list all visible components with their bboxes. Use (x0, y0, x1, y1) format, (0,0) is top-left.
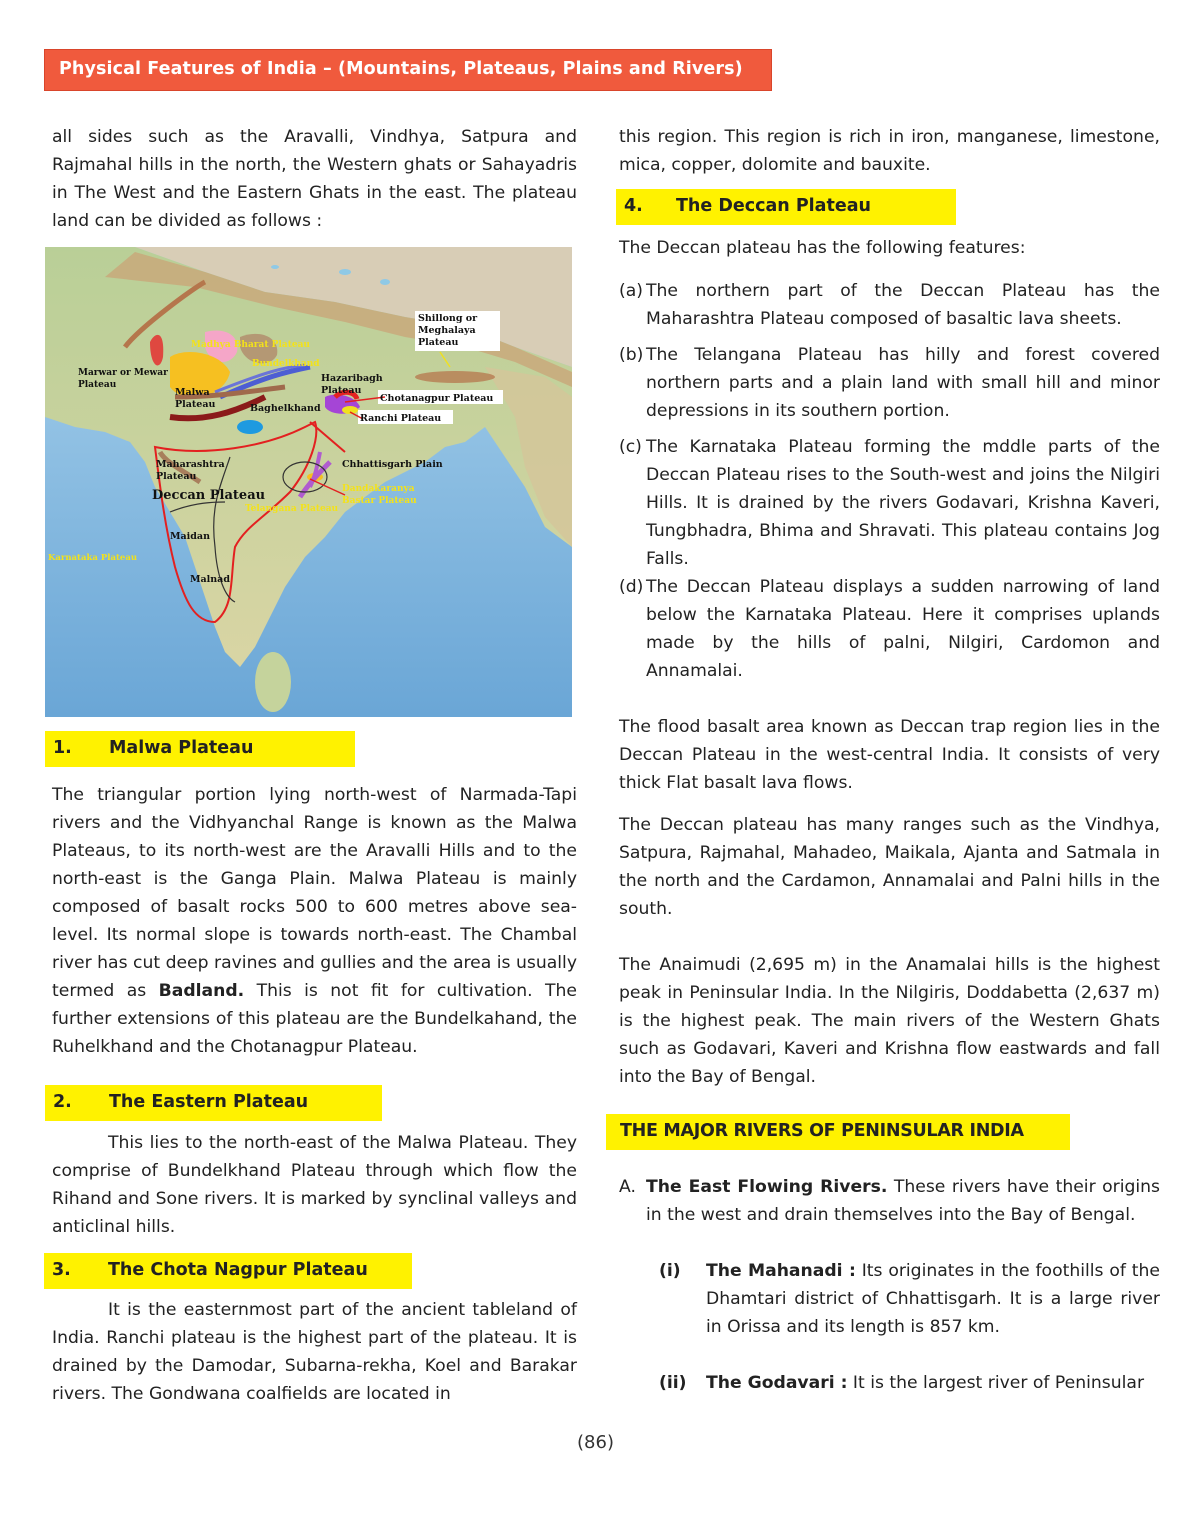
continuation-block (619, 123, 1160, 179)
map-label-dandakaranya-2: Bastar Plateau (342, 496, 417, 506)
map-label-baghelkhand: Baghelkhand (250, 403, 321, 414)
section-heading-chota-nagpur (44, 1253, 412, 1289)
map-label-malwa-1: Malwa (175, 387, 210, 398)
map-label-bundelkhand: Bundelkhand (252, 359, 320, 369)
map-label-maharashtra-1: Maharashtra (156, 459, 225, 470)
section-number: 3. (52, 1260, 71, 1280)
river-mahanadi (619, 1257, 1160, 1341)
map-label-hazaribagh-1: Hazaribagh (321, 373, 383, 384)
map-label-maidan: Maidan (170, 531, 210, 542)
malwa-paragraph-block (52, 781, 577, 1061)
map-label-malwa-2: Plateau (175, 399, 216, 410)
list-label: A. (619, 1177, 636, 1197)
deccan-block (619, 234, 1160, 1091)
malwa-text-1: The triangular portion lying north-west of Narmada-Tapi rivers and the Vidhyanchal Range is known as the Malwa Plateaus, to its north-west are the Aravalli Hills and to the north-east is the Ganga Plain. Malwa Plateau is mainly composed of basalt rocks 500 to 600 metres above sea-level. Its normal slope is towards north-east. The Chambal river has cut deep ravines and gullies and the area is usually termed as (52, 785, 577, 1001)
list-label: (c) (619, 437, 642, 457)
east-flowing-text: These rivers have their origins in the west and drain themselves into the Bay of Bengal. (646, 1177, 1161, 1225)
section-heading-deccan (616, 189, 956, 225)
list-label: (d) (619, 577, 644, 597)
map-label-madhya-bharat: Madhya Bharat Plateau (191, 340, 310, 350)
chota-nagpur-paragraph: It is the easternmost part of the ancient tableland of India. Ranchi plateau is the highest part of the plateau. It is drained by the Damodar, Subarna-rekha, Koel and Barakar rivers. The Gondwana coalfields are located in (52, 1300, 577, 1404)
section-number: 2. (53, 1092, 72, 1112)
section-number: 1. (53, 738, 72, 758)
chapter-title-banner (44, 49, 772, 91)
map-label-malnad: Malnad (190, 574, 230, 585)
badland-term: Badland. (158, 981, 245, 1001)
section-heading-eastern (45, 1085, 382, 1121)
map-label-karnataka: Karnataka Plateau (48, 553, 138, 563)
east-flowing-rivers (619, 1173, 1160, 1229)
deccan-feature-c (619, 433, 1160, 573)
peaks-paragraph: The Anaimudi (2,695 m) in the Anamalai hills is the highest peak in Peninsular India. In the Nilgiris, Doddabetta (2,637 m) is the highest peak. The main rivers of the Western Ghats such as Godavari, Kaveri and Krishna flow eastwards and fall into the Bay of Bengal. (619, 955, 1160, 1087)
map-label-dandakaranya-1: Dandakaranya (342, 484, 415, 494)
map-label-chhattisgarh: Chhattisgarh Plain (342, 459, 443, 470)
eastern-paragraph-block (52, 1129, 577, 1241)
section-number: 4. (624, 196, 643, 216)
deccan-lead: The Deccan plateau has the following features: (619, 238, 1026, 258)
river-text: Its originates in the foothills of the Dhamtari district of Chhattisgarh. It is a large river in Orissa and its length is 857 km. (706, 1261, 1160, 1337)
eastern-paragraph: This lies to the north-east of the Malwa Plateau. They comprise of Bundelkhand Plateau through which flow the Rihand and Sone rivers. It is marked by synclinal valleys and anticlinal hills. (52, 1133, 577, 1237)
list-label: (b) (619, 345, 644, 365)
malwa-paragraph (52, 781, 577, 1061)
river-text: It is the largest river of Peninsular (847, 1373, 1145, 1393)
list-label: (a) (619, 281, 643, 301)
list-text: The Karnataka Plateau forming the mddle parts of the Deccan Plateau rises to the South-west and joins the Nilgiri Hills. It is drained by the rivers Godavari, Krishna Kaveri, Tungbhadra, Bhima and Shravati. This plateau contains Jog Falls. (646, 437, 1160, 569)
list-label: (ii) (659, 1373, 687, 1393)
list-text: The Telangana Plateau has hilly and forest covered northern parts and a plain land with small hill and minor depressions in its southern portion. (646, 345, 1160, 421)
deccan-ranges-paragraph: The Deccan plateau has many ranges such as the Vindhya, Satpura, Rajmahal, Mahadeo, Maikala, Ajanta and Satmala in the north and the Cardamon, Annamalai and Palni hills in the south. (619, 815, 1160, 919)
section-title: The Chota Nagpur Plateau (108, 1260, 368, 1280)
river-name: The Mahanadi : (706, 1261, 856, 1281)
map-label-marwar-2: Plateau (78, 380, 117, 390)
map-label-ranchi: Ranchi Plateau (360, 413, 442, 424)
rivers-block (619, 1173, 1160, 1397)
page-number: (86) (577, 1432, 614, 1453)
rivers-title: THE MAJOR RIVERS OF PENINSULAR INDIA (620, 1121, 1024, 1141)
section-title: The Eastern Plateau (109, 1092, 309, 1112)
chota-nagpur-paragraph-block (52, 1296, 577, 1408)
india-plateau-map (45, 247, 572, 717)
malwa-text-2: This is not fit for cultivation. The further extensions of this plateau are the Bundelkahand, the Ruhelkhand and the Chotanagpur Plateau. (52, 981, 577, 1057)
continuation-paragraph: this region. This region is rich in iron, manganese, limestone, mica, copper, dolomite and bauxite. (619, 127, 1160, 175)
intro-paragraph-block (52, 123, 577, 235)
section-title: The Deccan Plateau (676, 196, 871, 216)
list-text: The Deccan Plateau displays a sudden narrowing of land below the Karnataka Plateau. Here it comprises uplands made by the hills of palni, Nilgiri, Cardomon and Annamalai. (646, 577, 1160, 681)
map-label-shillong-1: Shillong or (418, 313, 478, 324)
intro-paragraph: all sides such as the Aravalli, Vindhya, Satpura and Rajmahal hills in the north, the Western ghats or Sahayadris in The West and the Eastern Ghats in the east. The plateau land can be divided as follows : (52, 127, 577, 231)
plateau-map-figure (45, 247, 572, 717)
deccan-trap-paragraph: The flood basalt area known as Deccan trap region lies in the Deccan Plateau in the west-central India. It consists of very thick Flat basalt lava flows. (619, 717, 1160, 793)
map-label-telangana: Telangana Plateau (245, 504, 339, 514)
deccan-feature-a (619, 277, 1160, 333)
map-label-maharashtra-2: Plateau (156, 471, 197, 482)
map-label-marwar-1: Marwar or Mewar (78, 368, 168, 378)
section-title: Malwa Plateau (109, 738, 254, 758)
chapter-title: Physical Features of India – (Mountains, Plateaus, Plains and Rivers) (59, 59, 743, 79)
map-label-chotanagpur: Chotanagpur Plateau (380, 393, 494, 404)
list-label: (i) (659, 1261, 681, 1281)
map-label-shillong-2: Meghalaya (418, 325, 476, 336)
deccan-feature-d (619, 573, 1160, 685)
east-flowing-title: The East Flowing Rivers. (646, 1177, 888, 1197)
deccan-feature-b (619, 341, 1160, 425)
river-name: The Godavari : (706, 1373, 848, 1393)
map-label-hazaribagh-2: Plateau (321, 385, 362, 396)
map-label-deccan: Deccan Plateau (152, 488, 266, 503)
river-godavari (619, 1369, 1160, 1397)
section-heading-malwa (45, 731, 355, 767)
section-heading-rivers (606, 1114, 1070, 1150)
list-text: The northern part of the Deccan Plateau has the Maharashtra Plateau composed of basaltic lava sheets. (646, 281, 1160, 329)
map-label-shillong-3: Plateau (418, 337, 459, 348)
